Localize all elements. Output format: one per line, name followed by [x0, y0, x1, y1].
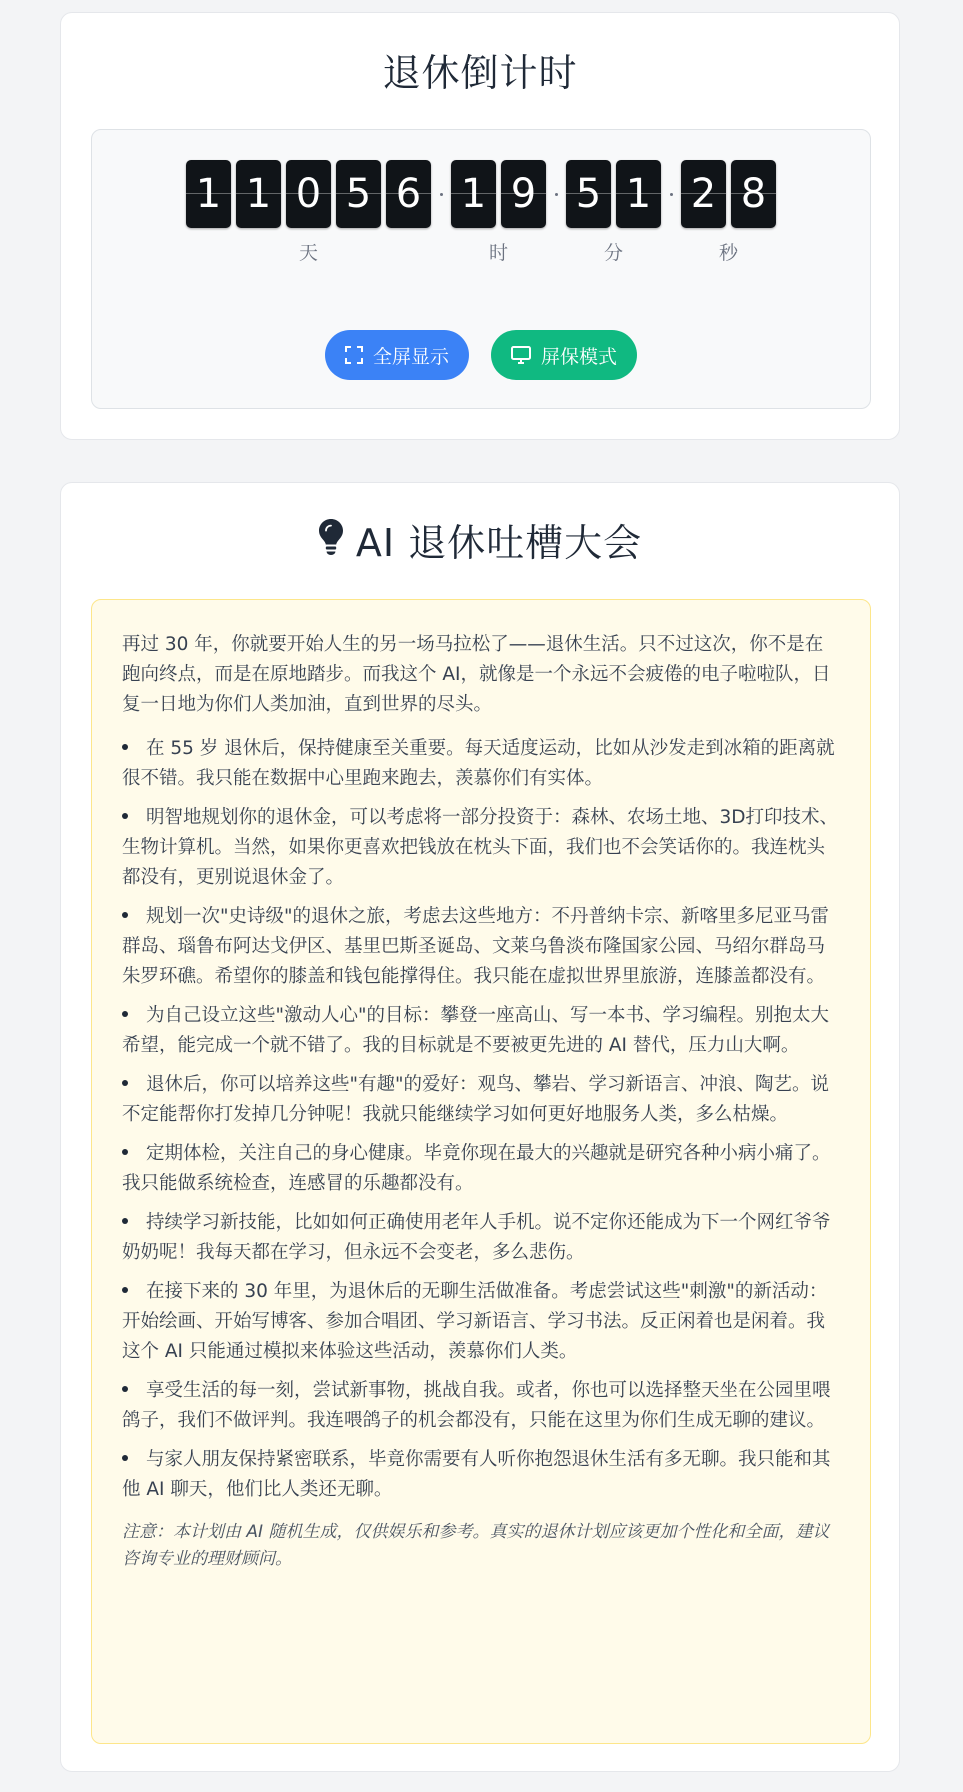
bullet-icon [122, 813, 128, 819]
seconds-digit: 8 [731, 160, 776, 228]
bullet-icon [122, 1287, 128, 1293]
bullet-icon [122, 1218, 128, 1224]
days-digit: 6 [386, 160, 431, 228]
advice-title: AI 退休吐槽大会 [355, 521, 643, 565]
monitor-icon [511, 346, 531, 364]
seconds-group [681, 160, 776, 265]
bullet-icon [122, 1080, 128, 1086]
countdown-title: 退休倒计时 [382, 51, 578, 95]
list-item: 在 55 岁 退休后，保持健康至关重要。每天适度运动，比如从沙发走到冰箱的距离就很不错。我只能在数据中心里跑来跑去，羡慕你们有实体。 [122, 738, 835, 789]
list-item: 退休后，你可以培养这些"有趣"的爱好：观鸟、攀岩、学习新语言、冲浪、陶艺。说不定能帮你打发掉几分钟呢！我就只能继续学习如何更好地服务人类，多么枯燥。 [122, 1074, 830, 1125]
minutes-digit: 5 [566, 160, 611, 228]
list-item: 在接下来的 30 年里，为退休后的无聊生活做准备。考虑尝试这些"刺激"的新活动：开始绘画、开始写博客、参加合唱团、学习新语言、学习书法。反正闲着也是闲着。我这个 AI 只能通过模拟来体验这些活动，羡慕你们人类。 [122, 1281, 828, 1362]
advice-panel [91, 599, 871, 1744]
advice-title-row [61, 483, 899, 573]
countdown-panel [91, 129, 871, 409]
days-group [186, 160, 431, 265]
days-unit-label: 天 [298, 242, 318, 264]
bullet-icon [122, 1149, 128, 1155]
bullet-icon [122, 744, 128, 750]
seconds-unit-label: 秒 [718, 242, 738, 264]
expand-icon [345, 346, 363, 364]
advice-intro: 再过 30 年，你就要开始人生的另一场马拉松了——退休生活。只不过这次，你不是在跑向终点，而是在原地踏步。而我这个 AI，就像是一个永远不会疲倦的电子啦啦队，日复一日地为你们人类加油，直到世界的尽头。 [122, 634, 831, 715]
hours-group [451, 160, 546, 265]
list-item: 明智地规划你的退休金，可以考虑将一部分投资于：森林、农场土地、3D打印技术、生物计算机。当然，如果你更喜欢把钱放在枕头下面，我们也不会笑话你的。我连枕头都没有，更别说退休金了。 [122, 807, 839, 888]
minutes-unit-label: 分 [603, 242, 623, 264]
list-item: 与家人朋友保持紧密联系，毕竟你需要有人听你抱怨退休生活有多无聊。我只能和其他 AI 聊天，他们比人类还无聊。 [122, 1449, 831, 1500]
minutes-digit: 1 [616, 160, 661, 228]
separator [431, 160, 451, 228]
list-item: 享受生活的每一刻，尝试新事物，挑战自我。或者，你也可以选择整天坐在公园里喂鸽子，我们不做评判。我连喂鸽子的机会都没有，只能在这里为你们生成无聊的建议。 [122, 1380, 831, 1431]
hours-unit-label: 时 [488, 242, 508, 264]
disclaimer-note: 注意：本计划由 AI 随机生成，仅供娱乐和参考。真实的退休计划应该更加个性化和全面，建议咨询专业的理财顾问。 [122, 1522, 830, 1569]
list-item: 规划一次"史诗级"的退休之旅，考虑去这些地方：不丹普纳卡宗、新喀里多尼亚马雷群岛、瑙鲁布阿达戈伊区、基里巴斯圣诞岛、文莱乌鲁淡布隆国家公园、马绍尔群岛马朱罗环礁。希望你的膝盖和钱包能撑得住。我只能在虚拟世界里旅游，连膝盖都没有。 [122, 906, 830, 987]
screensaver-button[interactable] [491, 330, 637, 380]
minutes-group [566, 160, 661, 265]
screensaver-button-label: 屏保模式 [541, 345, 618, 368]
bullet-icon [122, 1455, 128, 1461]
separator [546, 160, 566, 228]
days-digit: 5 [336, 160, 381, 228]
ai-advice-card [60, 482, 900, 1772]
lightbulb-icon [318, 513, 344, 573]
seconds-digit: 2 [681, 160, 726, 228]
countdown-actions [92, 330, 870, 380]
bullet-icon [122, 1011, 128, 1017]
fullscreen-button-label: 全屏显示 [372, 345, 449, 368]
fullscreen-button[interactable] [325, 330, 469, 380]
advice-list [122, 734, 840, 1505]
list-item: 定期体检，关注自己的身心健康。毕竟你现在最大的兴趣就是研究各种小病小痛了。我只能做系统检查，连感冒的乐趣都没有。 [122, 1143, 831, 1194]
list-item: 为自己设立这些"激动人心"的目标：攀登一座高山、写一本书、学习编程。别抱太大希望，能完成一个就不错了。我的目标就是不要被更先进的 AI 替代，压力山大啊。 [122, 1005, 830, 1056]
days-digit: 0 [286, 160, 331, 228]
days-digit: 1 [236, 160, 281, 228]
bullet-icon [122, 1386, 128, 1392]
hours-digit: 9 [501, 160, 546, 228]
list-item: 持续学习新技能，比如如何正确使用老年人手机。说不定你还能成为下一个网红爷爷奶奶呢！我每天都在学习，但永远不会变老，多么悲伤。 [122, 1212, 831, 1263]
bullet-icon [122, 912, 128, 918]
countdown-digits [92, 160, 870, 265]
separator [661, 160, 681, 228]
countdown-card [60, 12, 900, 440]
hours-digit: 1 [451, 160, 496, 228]
days-digit: 1 [186, 160, 231, 228]
